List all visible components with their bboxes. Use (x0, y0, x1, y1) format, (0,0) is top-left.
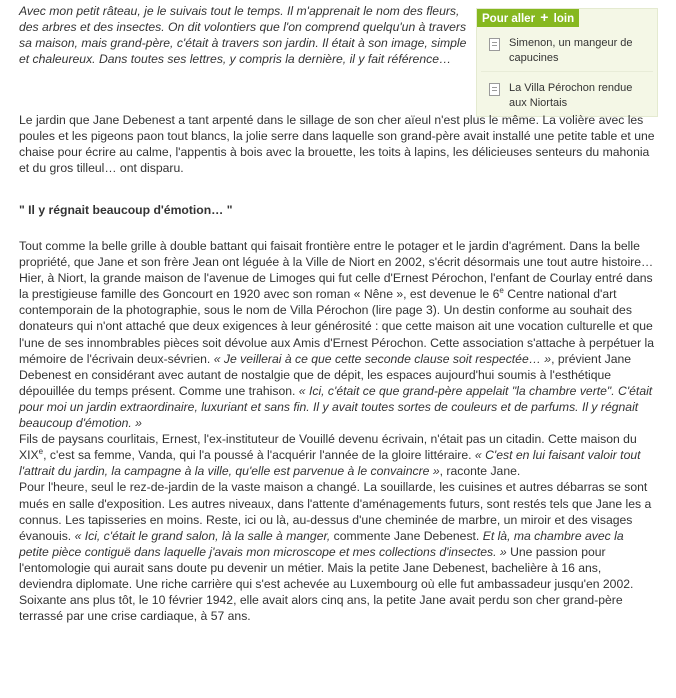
body-paragraph-1: Tout comme la belle grille à double battant qui faisait frontière entre le potager et le jardin d'agrément. Dans la belle propriété, que Jane et son frère Jean ont léguée à la Ville de Niort en 2002, s'écrit désormais une tout autre histoire… (19, 239, 654, 270)
body-text: Pour l'heure, seul le rez-de-jardin de la vaste maison a changé. La souillarde, les cuisines et autres débarras se sont mués en salle d'exposition. Les autres niveaux, dans l'attente d'aménagements futurs, sont restés tels que Jane les a connus. Les tapisseries en moins. Reste, ici ou là, au-dessus d'une cheminée de marbre, un miroir et des visages évanouis. (19, 480, 652, 543)
body-text: Une passion pour l'entomologie qui aurait sans doute pu devenir un métier. Mais la petite Jane Debenest, bachelière à 16 ans, deviendra diplomate. Une riche carrière qui s'est achevée au Luxembourg où elle fut ambassadeur jusqu'en 2002. Soixante ans plus tôt, le 10 février 1942, elle avait alors cinq ans, la petite Jane avait perdu son cher grand-père terrassé par une crise cardiaque, à 57 ans. (19, 544, 634, 624)
body-text: Fils de paysans courlitais, Ernest, l'ex-instituteur de Vouillé devenu écrivain, n'était pas un citadin. Cette maison du XIX (19, 432, 637, 463)
related-title-part-a: Pour aller (482, 13, 536, 25)
quote: Et là, ma chambre avec la petite pièce contiguë dans laquelle j'avais mon microscope et mes collections d'insectes. » (19, 528, 624, 559)
related-links-box (476, 8, 658, 117)
related-link-label[interactable]: La Villa Pérochon rendue aux Niortais (509, 82, 633, 109)
ordinal-sup: e (499, 286, 504, 296)
related-link-label[interactable]: Simenon, un mangeur de capucines (509, 37, 633, 64)
quote: « Ici, c'était ce que grand-père appelait "la chambre verte". C'était pour moi un jardin extraordinaire, luxuriant et sans fin. Il y avait toutes sortes de couleurs et de parfums. Il y régnait beaucoup d'émotion. » (19, 383, 653, 431)
body-text: commente Jane Debenest. (330, 528, 483, 543)
related-title-part-b: loin (553, 13, 575, 25)
century-sup: e (38, 447, 44, 457)
body-text: Centre national d'art contemporain de la photographie, sous le nom de Villa Pérochon (lire page 3). Un destin conforme au souhait des donateurs qui n'ont attaché que deux exigences à leur générosité : que cette maison ait une vocation culturelle et que l'une de ses innombrables pièces soit dévolue aux Amis d'Ernest Pérochon. Cette association s'attache à perpétuer la mémoire de l'écrivain deux-sévrien. (19, 287, 655, 366)
body-text: , prévient Jane Debenest en considérant avec autant de nostalgie que de dépit, les espaces aujourd'hui soumis à l'esthétique dépouillée du temps présent. Comme une trahison. (19, 351, 632, 398)
body-paragraph-4 (19, 479, 655, 624)
body-text: Hier, à Niort, la grande maison de l'avenue de Limoges qui fut celle d'Ernest Pérochon, l'enfant de Courlay entré dans la prestigieuse famille des Goncourt en 1920 avec son roman « Nêne », est devenue le 6 (19, 271, 653, 302)
paragraph-garden: Le jardin que Jane Debenest a tant arpenté dans le sillage de son cher aïeul n'est plus le même. La volière avec les poules et les pigeons paon tout blancs, la jolie serre dans laquelle son grand-père avait installé une petite table et une chaise pour écrire au calme, l'appentis à bois avec la brouette, les toits à lapins, les délicieuses senteurs du mahonia et du gros tilleul… ont disparu. (19, 113, 655, 176)
related-links-title (477, 9, 579, 27)
body-paragraph-2 (19, 270, 655, 431)
plus-icon: + (540, 9, 549, 25)
document-icon (489, 38, 500, 51)
quote: « Je veillerai à ce que cette seconde clause soit respectée… » (213, 351, 552, 366)
quote: « C'est en lui faisant valoir tout l'attrait du jardin, la campagne à la ville, qu'elle est parvenue à le convaincre » (19, 448, 641, 479)
related-link-villa[interactable] (481, 76, 653, 116)
article-body (19, 238, 655, 624)
related-link-simenon[interactable] (481, 31, 653, 72)
body-paragraph-3 (19, 431, 655, 479)
intro-quote-text: Avec mon petit râteau, je le suivais tout le temps. Il m'apprenait le nom des fleurs, des arbres et des insectes. On dit volontiers que l'on comprend quelqu'un à travers sa maison, mais grand-père, c'était à travers son jardin. Il était à son image, simple et chaleureux. Dans toutes ses lettres, y compris la dernière, il y fait référence… (19, 4, 467, 67)
quote: « Ici, c'était le grand salon, là la salle à manger, (74, 528, 331, 543)
intro-quote (19, 3, 469, 67)
body-text: , c'est sa femme, Vanda, qui l'a poussé à l'acquérir l'année de la gloire littéraire. (43, 448, 475, 463)
document-icon (489, 83, 500, 96)
section-heading: " Il y régnait beaucoup d'émotion… " (19, 203, 233, 217)
body-text: , raconte Jane. (439, 464, 521, 479)
